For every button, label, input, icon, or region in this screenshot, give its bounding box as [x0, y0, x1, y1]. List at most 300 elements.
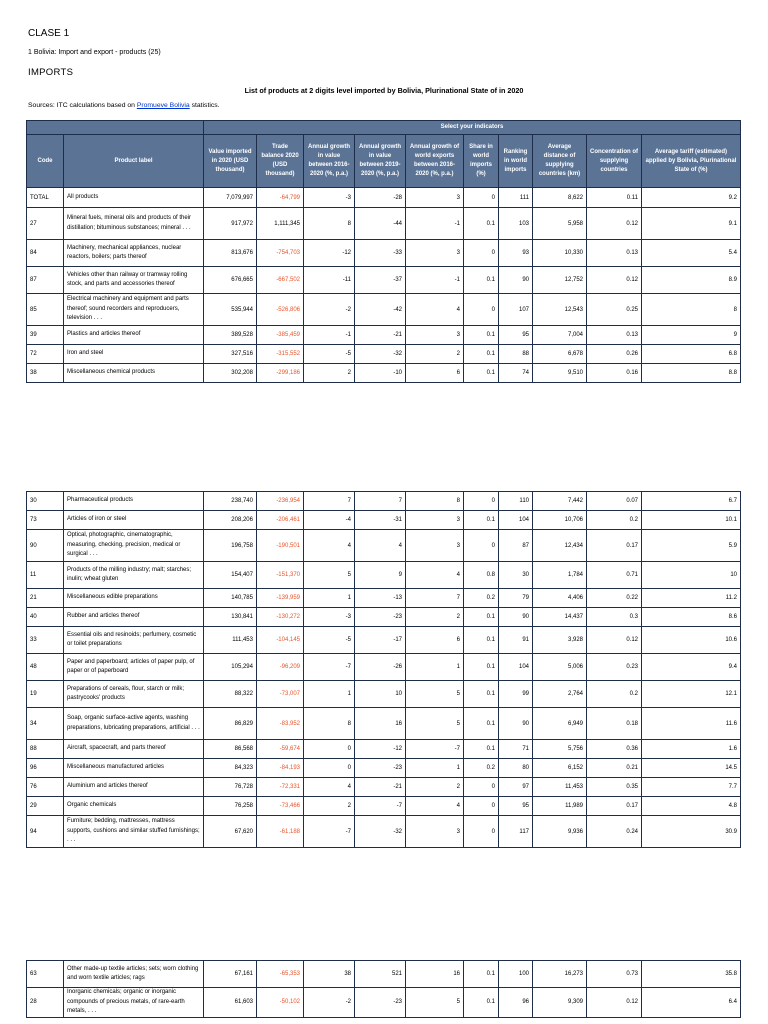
growth-value-2016-2020-cell: 1 — [304, 589, 355, 608]
sources-line — [28, 102, 220, 109]
share-world-imports-cell: 0 — [464, 188, 499, 208]
growth-value-2016-2020-cell: -3 — [304, 188, 355, 208]
product-label-cell: Aircraft, spacecraft, and parts thereof — [64, 740, 204, 759]
growth-world-exports-cell: 3 — [406, 530, 464, 562]
growth-value-2016-2020-cell: -2 — [304, 988, 355, 1018]
average-tariff-cell: 10 — [642, 562, 741, 589]
growth-value-2019-2020-cell: -42 — [355, 294, 406, 326]
growth-value-2016-2020-cell: 8 — [304, 208, 355, 240]
concentration-cell: 0.71 — [587, 562, 642, 589]
imports-table-part-2 — [26, 491, 741, 848]
concentration-cell: 0.2 — [587, 681, 642, 708]
concentration-cell: 0.12 — [587, 208, 642, 240]
product-label-cell: Articles of iron or steel — [64, 511, 204, 530]
growth-value-2019-2020-cell: -17 — [355, 627, 406, 654]
table-row — [27, 589, 741, 608]
column-header[interactable]: Value imported in 2020 (USD thousand) — [204, 135, 257, 188]
value-imported-cell: 76,728 — [204, 778, 257, 797]
value-imported-cell: 302,208 — [204, 364, 257, 383]
average-tariff-cell: 10.6 — [642, 627, 741, 654]
average-distance-cell: 5,006 — [533, 654, 587, 681]
imports-table-part-3 — [26, 960, 741, 1018]
value-imported-cell: 389,528 — [204, 326, 257, 345]
column-header[interactable]: Trade balance 2020 (USD thousand) — [257, 135, 304, 188]
concentration-cell: 0.35 — [587, 778, 642, 797]
concentration-cell: 0.22 — [587, 589, 642, 608]
concentration-cell: 0.07 — [587, 492, 642, 511]
growth-value-2019-2020-cell: -28 — [355, 188, 406, 208]
column-header[interactable]: Product label — [64, 135, 204, 188]
share-world-imports-cell: 0.1 — [464, 961, 499, 988]
average-tariff-cell: 9.4 — [642, 654, 741, 681]
trade-balance-cell: -50,102 — [257, 988, 304, 1018]
concentration-cell: 0.3 — [587, 608, 642, 627]
growth-value-2016-2020-cell: 0 — [304, 759, 355, 778]
average-distance-cell: 9,309 — [533, 988, 587, 1018]
average-distance-cell: 5,756 — [533, 740, 587, 759]
ranking-cell: 110 — [499, 492, 533, 511]
table-row — [27, 627, 741, 654]
column-header[interactable]: Ranking in world imports — [499, 135, 533, 188]
code-cell: 48 — [27, 654, 64, 681]
growth-value-2016-2020-cell: 4 — [304, 778, 355, 797]
product-label-cell: Miscellaneous edible preparations — [64, 589, 204, 608]
average-distance-cell: 10,330 — [533, 240, 587, 267]
total-row — [27, 188, 741, 208]
product-label-cell: Aluminium and articles thereof — [64, 778, 204, 797]
code-cell: 28 — [27, 988, 64, 1018]
trade-balance-cell: -64,799 — [257, 188, 304, 208]
growth-value-2016-2020-cell: -1 — [304, 326, 355, 345]
growth-world-exports-cell: 2 — [406, 608, 464, 627]
table-row — [27, 364, 741, 383]
value-imported-cell: 154,407 — [204, 562, 257, 589]
growth-value-2016-2020-cell: 4 — [304, 530, 355, 562]
trade-balance-cell: -315,552 — [257, 345, 304, 364]
growth-world-exports-cell: 3 — [406, 511, 464, 530]
growth-value-2019-2020-cell: -23 — [355, 759, 406, 778]
column-header[interactable]: Average tariff (estimated) applied by Bolivia, Plurinational State of (%) — [642, 135, 741, 188]
share-world-imports-cell: 0.1 — [464, 511, 499, 530]
growth-value-2019-2020-cell: -33 — [355, 240, 406, 267]
concentration-cell: 0.12 — [587, 988, 642, 1018]
average-distance-cell: 14,437 — [533, 608, 587, 627]
ranking-cell: 87 — [499, 530, 533, 562]
average-distance-cell: 6,949 — [533, 708, 587, 740]
growth-value-2016-2020-cell: -7 — [304, 816, 355, 848]
average-distance-cell: 10,706 — [533, 511, 587, 530]
table-row — [27, 988, 741, 1018]
product-label-cell: Paper and paperboard; articles of paper pulp, of paper or of paperboard — [64, 654, 204, 681]
value-imported-cell: 67,620 — [204, 816, 257, 848]
share-world-imports-cell: 0.1 — [464, 740, 499, 759]
average-tariff-cell: 6.7 — [642, 492, 741, 511]
share-world-imports-cell: 0 — [464, 816, 499, 848]
code-cell: 85 — [27, 294, 64, 326]
growth-value-2016-2020-cell: -5 — [304, 345, 355, 364]
average-tariff-cell: 6.8 — [642, 345, 741, 364]
value-imported-cell: 130,841 — [204, 608, 257, 627]
concentration-cell: 0.16 — [587, 364, 642, 383]
trade-balance-cell: 1,111,345 — [257, 208, 304, 240]
growth-value-2016-2020-cell: -4 — [304, 511, 355, 530]
table-row — [27, 208, 741, 240]
growth-value-2019-2020-cell: 9 — [355, 562, 406, 589]
ranking-cell: 79 — [499, 589, 533, 608]
growth-value-2016-2020-cell: 7 — [304, 492, 355, 511]
average-tariff-cell: 8.9 — [642, 267, 741, 294]
table-row — [27, 681, 741, 708]
code-cell: 88 — [27, 740, 64, 759]
column-header[interactable]: Average distance of supplying countries (km) — [533, 135, 587, 188]
concentration-cell: 0.24 — [587, 816, 642, 848]
ranking-cell: 90 — [499, 708, 533, 740]
value-imported-cell: 813,676 — [204, 240, 257, 267]
average-tariff-cell: 4.8 — [642, 797, 741, 816]
growth-value-2016-2020-cell: 8 — [304, 708, 355, 740]
growth-value-2019-2020-cell: 10 — [355, 681, 406, 708]
value-imported-cell: 88,322 — [204, 681, 257, 708]
column-header[interactable]: Annual growth in value between 2016-2020 (%, p.a.) — [304, 135, 355, 188]
concentration-cell: 0.18 — [587, 708, 642, 740]
share-world-imports-cell: 0.1 — [464, 654, 499, 681]
code-cell: 29 — [27, 797, 64, 816]
average-distance-cell: 9,510 — [533, 364, 587, 383]
column-header[interactable]: Code — [27, 135, 64, 188]
product-label-cell: Other made-up textile articles; sets; worn clothing and worn textile articles; rags — [64, 961, 204, 988]
average-tariff-cell: 30.9 — [642, 816, 741, 848]
column-header[interactable]: Share in world imports (%) — [464, 135, 499, 188]
concentration-cell: 0.26 — [587, 345, 642, 364]
product-label-cell: Products of the milling industry; malt; starches; inulin; wheat gluten — [64, 562, 204, 589]
code-cell: 40 — [27, 608, 64, 627]
product-label-cell: Electrical machinery and equipment and parts thereof; sound recorders and reproducers, television . . . — [64, 294, 204, 326]
concentration-cell: 0.36 — [587, 740, 642, 759]
code-cell: 27 — [27, 208, 64, 240]
trade-balance-cell: -754,703 — [257, 240, 304, 267]
average-tariff-cell: 11.2 — [642, 589, 741, 608]
growth-value-2016-2020-cell: -12 — [304, 240, 355, 267]
share-world-imports-cell: 0.1 — [464, 326, 499, 345]
concentration-cell: 0.17 — [587, 797, 642, 816]
average-distance-cell: 1,784 — [533, 562, 587, 589]
average-tariff-cell: 8.6 — [642, 608, 741, 627]
trade-balance-cell: -190,501 — [257, 530, 304, 562]
growth-world-exports-cell: -1 — [406, 267, 464, 294]
ranking-cell: 100 — [499, 961, 533, 988]
table-row — [27, 326, 741, 345]
average-tariff-cell: 14.5 — [642, 759, 741, 778]
trade-balance-cell: -385,459 — [257, 326, 304, 345]
ranking-cell: 97 — [499, 778, 533, 797]
average-tariff-cell: 10.1 — [642, 511, 741, 530]
share-world-imports-cell: 0.8 — [464, 562, 499, 589]
growth-world-exports-cell: 6 — [406, 627, 464, 654]
average-tariff-cell: 8.8 — [642, 364, 741, 383]
growth-value-2019-2020-cell: -21 — [355, 778, 406, 797]
share-world-imports-cell: 0.2 — [464, 589, 499, 608]
table-row — [27, 961, 741, 988]
code-cell: 63 — [27, 961, 64, 988]
value-imported-cell: 86,829 — [204, 708, 257, 740]
average-distance-cell: 9,936 — [533, 816, 587, 848]
code-cell: 30 — [27, 492, 64, 511]
product-label-cell: Soap, organic surface-active agents, washing preparations, lubricating preparations, artificial . . . — [64, 708, 204, 740]
ranking-cell: 90 — [499, 608, 533, 627]
average-distance-cell: 5,958 — [533, 208, 587, 240]
code-cell: 94 — [27, 816, 64, 848]
product-label-cell: All products — [64, 188, 204, 208]
growth-value-2016-2020-cell: -5 — [304, 627, 355, 654]
sources-prefix: Sources: ITC calculations based on — [28, 102, 135, 109]
share-world-imports-cell: 0 — [464, 797, 499, 816]
value-imported-cell: 76,258 — [204, 797, 257, 816]
code-cell: 96 — [27, 759, 64, 778]
average-distance-cell: 7,442 — [533, 492, 587, 511]
ranking-cell: 88 — [499, 345, 533, 364]
average-distance-cell: 6,678 — [533, 345, 587, 364]
growth-value-2019-2020-cell: -32 — [355, 345, 406, 364]
column-header[interactable]: Concentration of supplying countries — [587, 135, 642, 188]
ranking-cell: 95 — [499, 797, 533, 816]
growth-value-2016-2020-cell: 0 — [304, 740, 355, 759]
concentration-cell: 0.21 — [587, 759, 642, 778]
growth-world-exports-cell: 1 — [406, 759, 464, 778]
table-row — [27, 562, 741, 589]
growth-value-2016-2020-cell: 1 — [304, 681, 355, 708]
growth-value-2016-2020-cell: 2 — [304, 364, 355, 383]
product-label-cell: Furniture; bedding, mattresses, mattress supports, cushions and similar stuffed furnishings; . . . — [64, 816, 204, 848]
growth-world-exports-cell: 3 — [406, 240, 464, 267]
trade-balance-cell: -236,954 — [257, 492, 304, 511]
value-imported-cell: 535,944 — [204, 294, 257, 326]
ranking-cell: 90 — [499, 267, 533, 294]
growth-world-exports-cell: 2 — [406, 345, 464, 364]
growth-world-exports-cell: 16 — [406, 961, 464, 988]
ranking-cell: 30 — [499, 562, 533, 589]
table-row — [27, 294, 741, 326]
table-row — [27, 511, 741, 530]
code-cell: 38 — [27, 364, 64, 383]
ranking-cell: 104 — [499, 511, 533, 530]
table-row — [27, 608, 741, 627]
value-imported-cell: 61,603 — [204, 988, 257, 1018]
value-imported-cell: 84,323 — [204, 759, 257, 778]
growth-value-2019-2020-cell: -26 — [355, 654, 406, 681]
average-tariff-cell: 11.6 — [642, 708, 741, 740]
product-label-cell: Essential oils and resinoids; perfumery, cosmetic or toilet preparations — [64, 627, 204, 654]
sources-suffix: statistics. — [191, 102, 220, 109]
ranking-cell: 104 — [499, 654, 533, 681]
trade-balance-cell: -130,272 — [257, 608, 304, 627]
value-imported-cell: 238,740 — [204, 492, 257, 511]
share-world-imports-cell: 0.1 — [464, 627, 499, 654]
trade-balance-cell: -299,186 — [257, 364, 304, 383]
average-distance-cell: 7,004 — [533, 326, 587, 345]
code-cell: 90 — [27, 530, 64, 562]
ranking-cell: 117 — [499, 816, 533, 848]
average-distance-cell: 4,406 — [533, 589, 587, 608]
product-label-cell: Pharmaceutical products — [64, 492, 204, 511]
table-row — [27, 240, 741, 267]
header-spacer — [27, 121, 204, 135]
column-header[interactable]: Annual growth of world exports between 2016-2020 (%, p.a.) — [406, 135, 464, 188]
growth-world-exports-cell: 5 — [406, 988, 464, 1018]
growth-value-2016-2020-cell: -11 — [304, 267, 355, 294]
ranking-cell: 107 — [499, 294, 533, 326]
growth-world-exports-cell: 3 — [406, 188, 464, 208]
ranking-cell: 71 — [499, 740, 533, 759]
growth-world-exports-cell: 5 — [406, 708, 464, 740]
growth-world-exports-cell: 3 — [406, 326, 464, 345]
average-distance-cell: 12,752 — [533, 267, 587, 294]
growth-value-2019-2020-cell: -7 — [355, 797, 406, 816]
trade-balance-cell: -72,331 — [257, 778, 304, 797]
average-tariff-cell: 5.4 — [642, 240, 741, 267]
ranking-cell: 95 — [499, 326, 533, 345]
growth-world-exports-cell: 8 — [406, 492, 464, 511]
concentration-cell: 0.17 — [587, 530, 642, 562]
average-distance-cell: 12,434 — [533, 530, 587, 562]
share-world-imports-cell: 0 — [464, 492, 499, 511]
growth-world-exports-cell: 4 — [406, 562, 464, 589]
growth-value-2019-2020-cell: 7 — [355, 492, 406, 511]
growth-value-2019-2020-cell: -23 — [355, 988, 406, 1018]
heading-clase: CLASE 1 — [28, 28, 70, 39]
growth-value-2019-2020-cell: 521 — [355, 961, 406, 988]
select-indicators-label[interactable]: Select your indicators — [204, 121, 741, 135]
table-row — [27, 778, 741, 797]
product-label-cell: Organic chemicals — [64, 797, 204, 816]
average-distance-cell: 16,273 — [533, 961, 587, 988]
value-imported-cell: 208,206 — [204, 511, 257, 530]
growth-value-2016-2020-cell: 38 — [304, 961, 355, 988]
growth-value-2019-2020-cell: -12 — [355, 740, 406, 759]
share-world-imports-cell: 0.1 — [464, 345, 499, 364]
ranking-cell: 103 — [499, 208, 533, 240]
document-subtitle: 1 Bolivia: Import and export - products (25) — [28, 49, 161, 56]
concentration-cell: 0.23 — [587, 654, 642, 681]
share-world-imports-cell: 0.1 — [464, 208, 499, 240]
code-cell: 72 — [27, 345, 64, 364]
trade-balance-cell: -61,188 — [257, 816, 304, 848]
table-row — [27, 530, 741, 562]
trade-balance-cell: -65,353 — [257, 961, 304, 988]
ranking-cell: 80 — [499, 759, 533, 778]
share-world-imports-cell: 0.1 — [464, 988, 499, 1018]
average-tariff-cell: 8 — [642, 294, 741, 326]
average-tariff-cell: 7.7 — [642, 778, 741, 797]
average-tariff-cell: 35.8 — [642, 961, 741, 988]
concentration-cell: 0.11 — [587, 188, 642, 208]
growth-world-exports-cell: -7 — [406, 740, 464, 759]
growth-world-exports-cell: 6 — [406, 364, 464, 383]
code-cell: 76 — [27, 778, 64, 797]
table-row — [27, 492, 741, 511]
table-row — [27, 740, 741, 759]
value-imported-cell: 327,516 — [204, 345, 257, 364]
value-imported-cell: 676,665 — [204, 267, 257, 294]
value-imported-cell: 196,758 — [204, 530, 257, 562]
column-header[interactable]: Annual growth in value between 2019-2020 (%, p.a.) — [355, 135, 406, 188]
growth-value-2019-2020-cell: 16 — [355, 708, 406, 740]
product-label-cell: Miscellaneous chemical products — [64, 364, 204, 383]
concentration-cell: 0.25 — [587, 294, 642, 326]
growth-world-exports-cell: 1 — [406, 654, 464, 681]
trade-balance-cell: -84,193 — [257, 759, 304, 778]
code-cell: TOTAL — [27, 188, 64, 208]
growth-value-2019-2020-cell: -44 — [355, 208, 406, 240]
trade-balance-cell: -526,806 — [257, 294, 304, 326]
trade-balance-cell: -151,370 — [257, 562, 304, 589]
growth-world-exports-cell: 2 — [406, 778, 464, 797]
share-world-imports-cell: 0.1 — [464, 681, 499, 708]
product-label-cell: Rubber and articles thereof — [64, 608, 204, 627]
growth-value-2019-2020-cell: -21 — [355, 326, 406, 345]
ranking-cell: 93 — [499, 240, 533, 267]
value-imported-cell: 917,972 — [204, 208, 257, 240]
concentration-cell: 0.13 — [587, 240, 642, 267]
code-cell: 21 — [27, 589, 64, 608]
share-world-imports-cell: 0 — [464, 294, 499, 326]
growth-value-2019-2020-cell: -37 — [355, 267, 406, 294]
concentration-cell: 0.12 — [587, 627, 642, 654]
average-distance-cell: 6,152 — [533, 759, 587, 778]
code-cell: 73 — [27, 511, 64, 530]
code-cell: 87 — [27, 267, 64, 294]
average-distance-cell: 12,543 — [533, 294, 587, 326]
value-imported-cell: 7,079,997 — [204, 188, 257, 208]
concentration-cell: 0.13 — [587, 326, 642, 345]
ranking-cell: 99 — [499, 681, 533, 708]
average-distance-cell: 3,928 — [533, 627, 587, 654]
growth-value-2019-2020-cell: -31 — [355, 511, 406, 530]
ranking-cell: 91 — [499, 627, 533, 654]
trade-balance-cell: -206,461 — [257, 511, 304, 530]
trade-balance-cell: -73,007 — [257, 681, 304, 708]
growth-value-2016-2020-cell: -7 — [304, 654, 355, 681]
ranking-cell: 111 — [499, 188, 533, 208]
growth-world-exports-cell: 3 — [406, 816, 464, 848]
trade-balance-cell: -59,674 — [257, 740, 304, 759]
growth-world-exports-cell: 4 — [406, 797, 464, 816]
product-label-cell: Inorganic chemicals; organic or inorganic compounds of precious metals, of rare-earth metals, . . . — [64, 988, 204, 1018]
average-distance-cell: 11,453 — [533, 778, 587, 797]
table-row — [27, 708, 741, 740]
trade-balance-cell: -667,502 — [257, 267, 304, 294]
growth-value-2016-2020-cell: 2 — [304, 797, 355, 816]
code-cell: 39 — [27, 326, 64, 345]
share-world-imports-cell: 0.1 — [464, 708, 499, 740]
promueve-bolivia-link[interactable]: Promueve Bolivia — [136, 102, 190, 109]
growth-value-2019-2020-cell: -13 — [355, 589, 406, 608]
growth-value-2019-2020-cell: -10 — [355, 364, 406, 383]
share-world-imports-cell: 0 — [464, 530, 499, 562]
average-tariff-cell: 6.4 — [642, 988, 741, 1018]
trade-balance-cell: -73,466 — [257, 797, 304, 816]
growth-value-2019-2020-cell: 4 — [355, 530, 406, 562]
growth-value-2016-2020-cell: -2 — [304, 294, 355, 326]
share-world-imports-cell: 0 — [464, 240, 499, 267]
share-world-imports-cell: 0.1 — [464, 608, 499, 627]
average-tariff-cell: 9 — [642, 326, 741, 345]
product-label-cell: Mineral fuels, mineral oils and products of their distillation; bituminous substances; mineral . . . — [64, 208, 204, 240]
product-label-cell: Plastics and articles thereof — [64, 326, 204, 345]
average-tariff-cell: 12.1 — [642, 681, 741, 708]
trade-balance-cell: -139,959 — [257, 589, 304, 608]
table-row — [27, 654, 741, 681]
table-row — [27, 797, 741, 816]
